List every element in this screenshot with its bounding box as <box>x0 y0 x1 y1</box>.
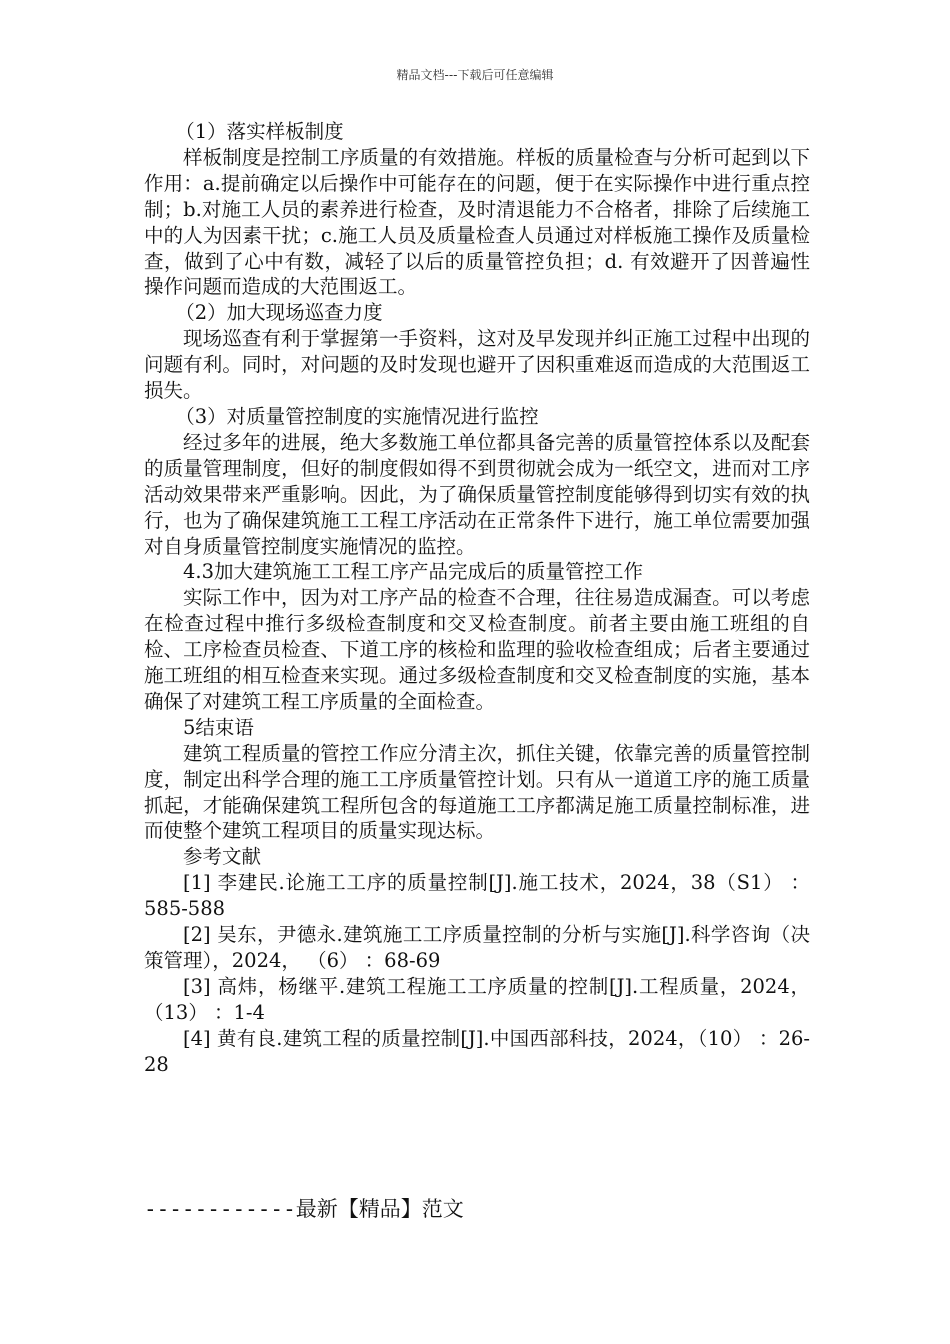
paragraph: 实际工作中，因为对工序产品的检查不合理，往往易造成漏查。可以考虑在检查过程中推行多级检查制度和交叉检查制度。前者主要由施工班组的自检、工序检查员检查、下道工序的核检和监理的验收检查组成；后者主要通过施工班组的相互检查来实现。通过多级检查制度和交叉检查制度的实施，基本确保了对建筑工程工序质量的全面检查。 <box>144 586 810 713</box>
page-footer: ------------最新【精品】范文 <box>144 1197 464 1221</box>
section-heading: （1）落实样板制度 <box>175 120 344 143</box>
reference-item: [3] 高炜，杨继平.建筑工程施工工序质量的控制[J].工程质量，2024， （13） ：1-4 <box>144 974 810 1024</box>
section-heading: （3）对质量管控制度的实施情况进行监控 <box>175 404 539 428</box>
references-title: 参考文献 <box>183 845 262 869</box>
section-heading: （2）加大现场巡查力度 <box>175 301 383 325</box>
page-header: 精品文档---下载后可任意编辑 <box>396 68 554 82</box>
reference-item: [2] 吴东，尹德永.建筑施工工序质量控制的分析与实施[J].科学咨询（决策管理），2024， （6） ：68-69 <box>144 923 810 972</box>
section-heading: 4.3加大建筑施工工程工序产品完成后的质量管控工作 <box>183 560 644 584</box>
paragraph: 经过多年的进展，绝大多数施工单位都具备完善的质量管控体系以及配套的质量管理制度，但好的制度假如得不到贯彻就会成为一纸空文，进而对工序活动效果带来严重影响。因此，为了确保质量管控制度能够得到切实有效的执行，也为了确保建筑施工工程工序活动在正常条件下进行，施工单位需要加强对自身质量管控制度实施情况的监控。 <box>144 430 810 558</box>
document-body <box>144 119 810 1078</box>
reference-item: [4] 黄有良.建筑工程的质量控制[J].中国西部科技，2024，（10） ：26-28 <box>144 1026 810 1076</box>
paragraph: 建筑工程质量的管控工作应分清主次，抓住关键，依靠完善的质量管控制度，制定出科学合理的施工工序质量管控计划。只有从一道道工序的施工质量抓起，才能确保建筑工程所包含的每道施工工序都满足施工质量控制标准，进而使整个建筑工程项目的质量实现达标。 <box>144 741 810 843</box>
section-heading: 5结束语 <box>183 715 254 739</box>
paragraph: 样板制度是控制工序质量的有效措施。样板的质量检查与分析可起到以下作用：a.提前确定以后操作中可能存在的问题，便于在实际操作中进行重点控制；b.对施工人员的素养进行检查，及时清退能力不合格者，排除了后续施工中的人为因素干扰；c.施工人员及质量检查人员通过对样板施工操作及质量检查，做到了心中有数，减轻了以后的质量管控负担；d. 有效避开了因普遍性操作问题而造成的大范围返工。 <box>144 145 810 299</box>
paragraph: 现场巡查有利于掌握第一手资料，这对及早发现并纠正施工过程中出现的问题有利。同时，对问题的及时发现也避开了因积重难返而造成的大范围返工损失。 <box>144 327 810 403</box>
reference-item: [1] 李建民.论施工工序的质量控制[J].施工技术，2024，38（S1） ：585-588 <box>144 871 810 921</box>
